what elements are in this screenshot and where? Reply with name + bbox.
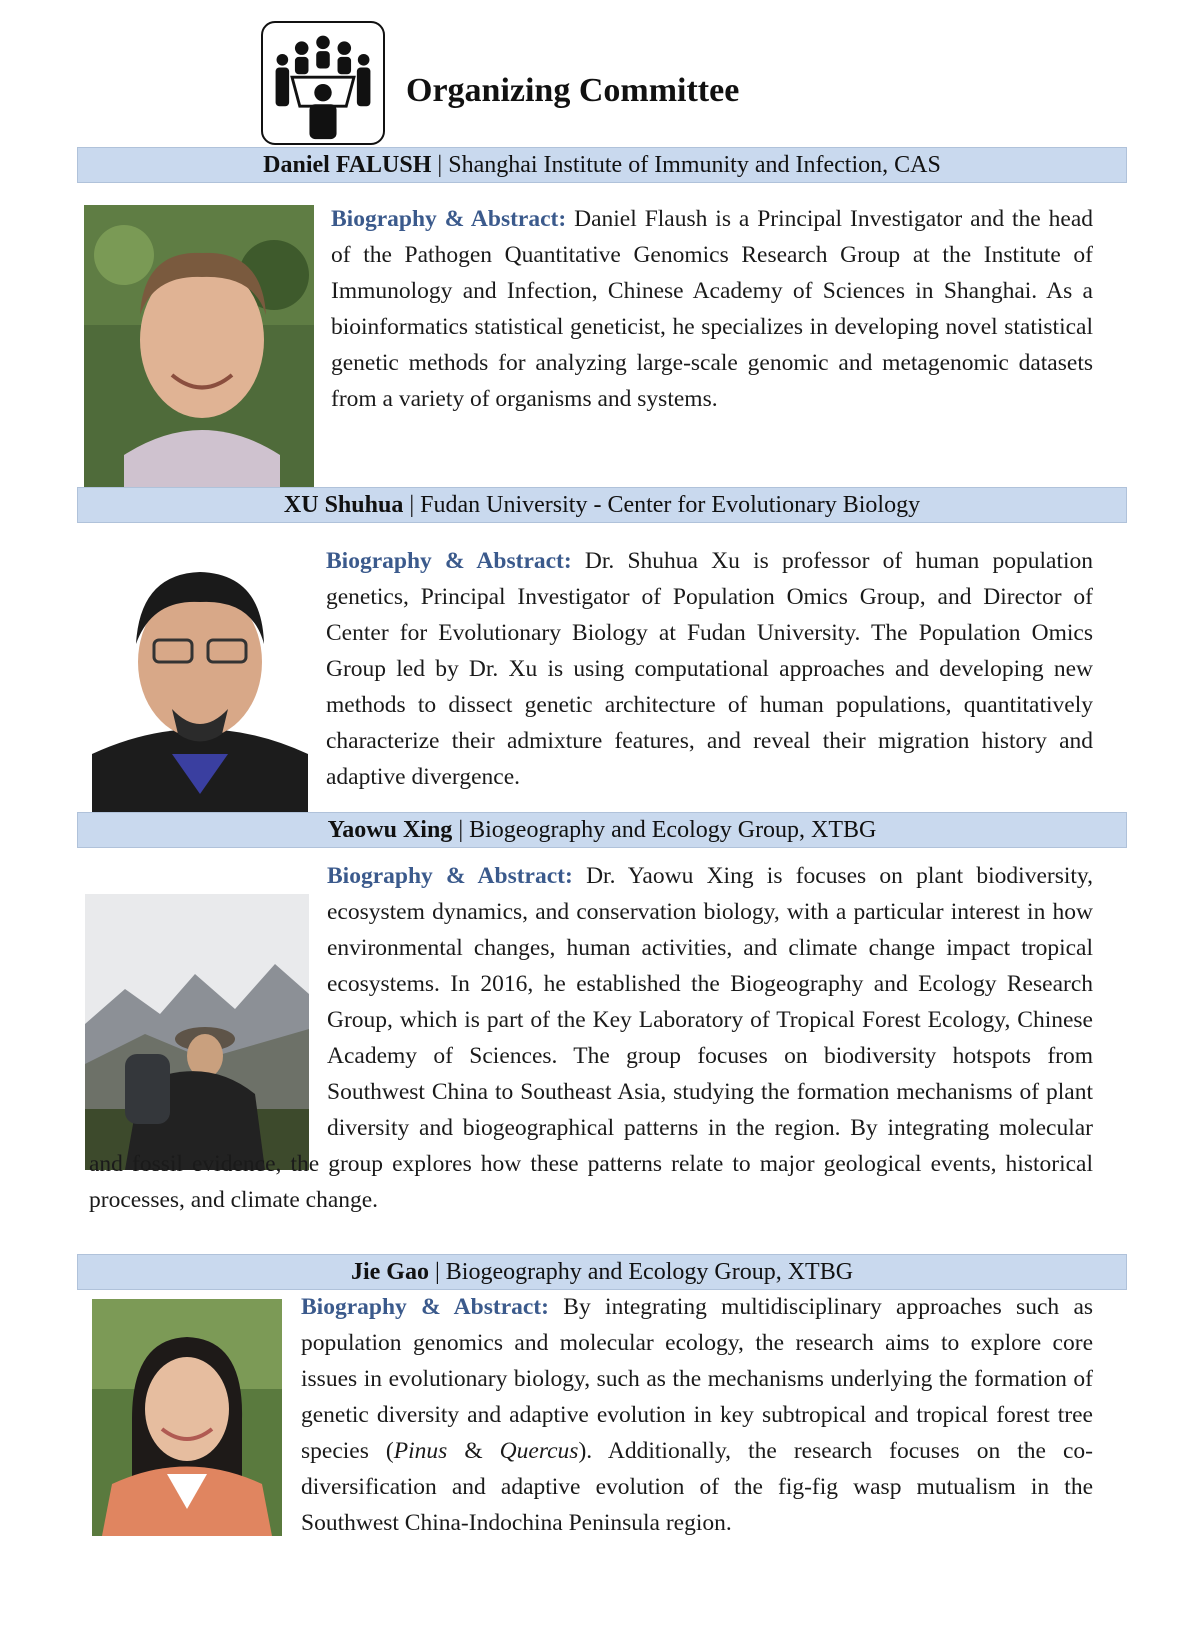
photo-xu [92,544,308,812]
member-affiliation: Shanghai Institute of Immunity and Infection, CAS [448,152,941,178]
photo-float-spacer [89,858,327,1135]
member-affiliation: Biogeography and Ecology Group, XTBG [445,1259,854,1285]
name-separator: | [431,152,449,178]
bio-label: Biography & Abstract: [327,863,573,889]
bio-text: Daniel Flaush is a Principal Investigator and the head of the Pathogen Quantitative Genomics Research Group at the Institute of Immunology and Infection, Chinese Academy of Sciences in Shanghai. As a bioinformatics statistical geneticist, he specializes in developing novel statistical genetic methods for analyzing large-scale genomic and metagenomic datasets from a variety of organisms and systems. [331,206,1094,412]
member-header-xing [77,812,1127,848]
member-name: Yaowu Xing [327,817,453,843]
member-name: Daniel FALUSH [263,152,432,178]
species-quercus: Quercus [499,1438,579,1464]
bio-falush [331,201,1093,417]
name-separator: | [452,817,470,843]
name-separator: | [403,492,421,518]
bio-xu [326,543,1093,795]
member-affiliation: Biogeography and Ecology Group, XTBG [469,817,877,843]
bio-text: Dr. Shuhua Xu is professor of human population genetics, Principal Investigator of Population Omics Group, and Director of Center for Evolutionary Biology at Fudan University. The Population Omics Group led by Dr. Xu is using computational approaches and developing new methods to dissect genetic architecture of human populations, quantitatively characterize their admixture features, and reveal their migration history and adaptive divergence. [326,548,1094,790]
species-amp: & [447,1438,500,1464]
bio-text: Dr. Yaowu Xing is focuses on plant biodiversity, ecosystem dynamics, and conservation biology, with a particular interest in how environmental changes, human activities, and climate change impact tropical ecosystems. In 2016, he established the Biogeography and Ecology Research Group, which is part of the Key Laboratory of Tropical Forest Ecology, Chinese Academy of Sciences. The group focuses on biodiversity hotspots from Southwest China to Southeast Asia, studying the formation mechanisms of plant diversity and biogeographical patterns in the region. By integrating molecular and fossil evidence, the group explores how these patterns relate to major geological events, historical processes, and climate change. [89,863,1094,1213]
committee-logo [261,21,385,145]
bio-label: Biography & Abstract: [301,1294,549,1320]
bio-label: Biography & Abstract: [326,548,572,574]
member-header-falush [77,147,1127,183]
bio-text-2: ). Additionally, the research focuses on the co-diversification and adaptive evolution of the fig-fig wasp mutualism in the Southwest China-Indochina Peninsula region. [301,1438,1094,1536]
bio-label: Biography & Abstract: [331,206,567,232]
member-name: XU Shuhua [283,492,404,518]
page-title: Organizing Committee [406,72,740,109]
species-pinus: Pinus [393,1438,448,1464]
member-header-xu [77,487,1127,523]
member-affiliation: Fudan University - Center for Evolutionary Biology [420,492,921,518]
member-header-gao [77,1254,1127,1290]
bio-xing [89,858,1093,1218]
photo-falush [84,205,314,490]
member-name: Jie Gao [350,1259,429,1285]
name-separator: | [428,1259,446,1285]
meeting-group-icon [263,23,383,143]
photo-gao [92,1299,282,1536]
bio-text: By integrating multidisciplinary approaches such as population genomics and molecular ecology, the research aims to explore core issues in evolutionary biology, such as the mechanisms underlying the formation of genetic diversity and adaptive evolution in key subtropical and tropical forest tree species ( [301,1294,1094,1464]
bio-gao [301,1289,1093,1541]
